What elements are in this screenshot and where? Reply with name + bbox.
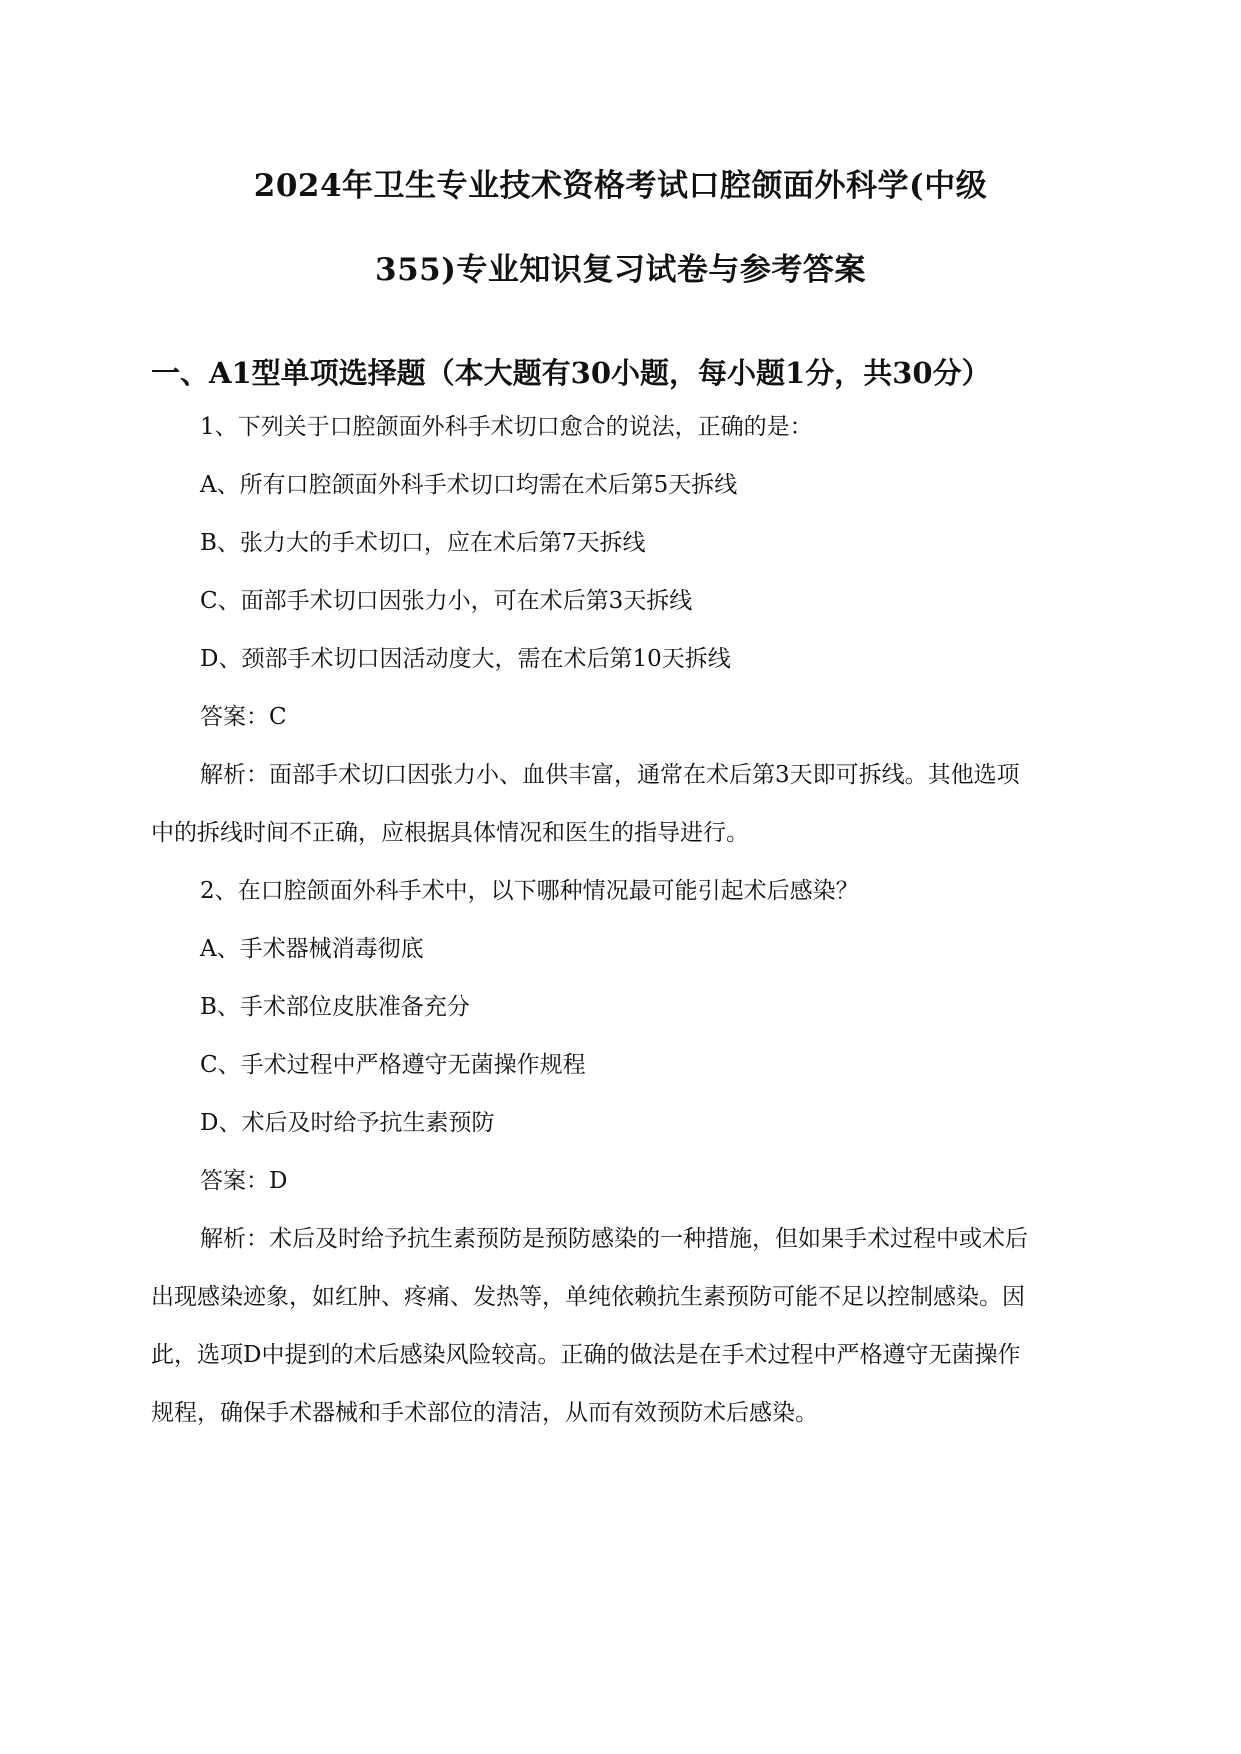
analysis-line: 出现感染迹象，如红肿、疼痛、发热等，单纯依赖抗生素预防可能不足以控制感染。因 bbox=[151, 1284, 1025, 1310]
option-a: A、手术器械消毒彻底 bbox=[200, 936, 424, 962]
document-title-line-2: 355)专业知识复习试卷与参考答案 bbox=[375, 252, 866, 288]
option-a: A、所有口腔颌面外科手术切口均需在术后第5天拆线 bbox=[200, 472, 738, 498]
option-d: D、术后及时给予抗生素预防 bbox=[200, 1110, 495, 1136]
answer: 答案：C bbox=[200, 704, 287, 730]
option-d: D、颈部手术切口因活动度大，需在术后第10天拆线 bbox=[200, 646, 731, 672]
option-b: B、手术部位皮肤准备充分 bbox=[200, 994, 470, 1020]
option-c: C、面部手术切口因张力小，可在术后第3天拆线 bbox=[200, 588, 693, 614]
analysis-line: 此，选项D中提到的术后感染风险较高。正确的做法是在手术过程中严格遵守无菌操作 bbox=[151, 1342, 1021, 1368]
analysis-line: 解析：术后及时给予抗生素预防是预防感染的一种措施，但如果手术过程中或术后 bbox=[200, 1226, 1028, 1252]
answer: 答案：D bbox=[200, 1168, 288, 1194]
analysis-line: 解析：面部手术切口因张力小、血供丰富，通常在术后第3天即可拆线。其他选项 bbox=[200, 762, 1020, 788]
analysis-line: 中的拆线时间不正确，应根据具体情况和医生的指导进行。 bbox=[151, 820, 749, 846]
question-stem: 1、下列关于口腔颌面外科手术切口愈合的说法，正确的是： bbox=[200, 414, 813, 440]
option-b: B、张力大的手术切口，应在术后第7天拆线 bbox=[200, 530, 646, 556]
section-heading: 一、A1型单项选择题（本大题有30小题，每小题1分，共30分） bbox=[151, 356, 991, 390]
question-stem: 2、在口腔颌面外科手术中，以下哪种情况最可能引起术后感染？ bbox=[200, 878, 859, 904]
option-c: C、手术过程中严格遵守无菌操作规程 bbox=[200, 1052, 586, 1078]
document-title-line-1: 2024年卫生专业技术资格考试口腔颌面外科学(中级 bbox=[253, 168, 988, 204]
analysis-line: 规程，确保手术器械和手术部位的清洁，从而有效预防术后感染。 bbox=[151, 1400, 818, 1426]
